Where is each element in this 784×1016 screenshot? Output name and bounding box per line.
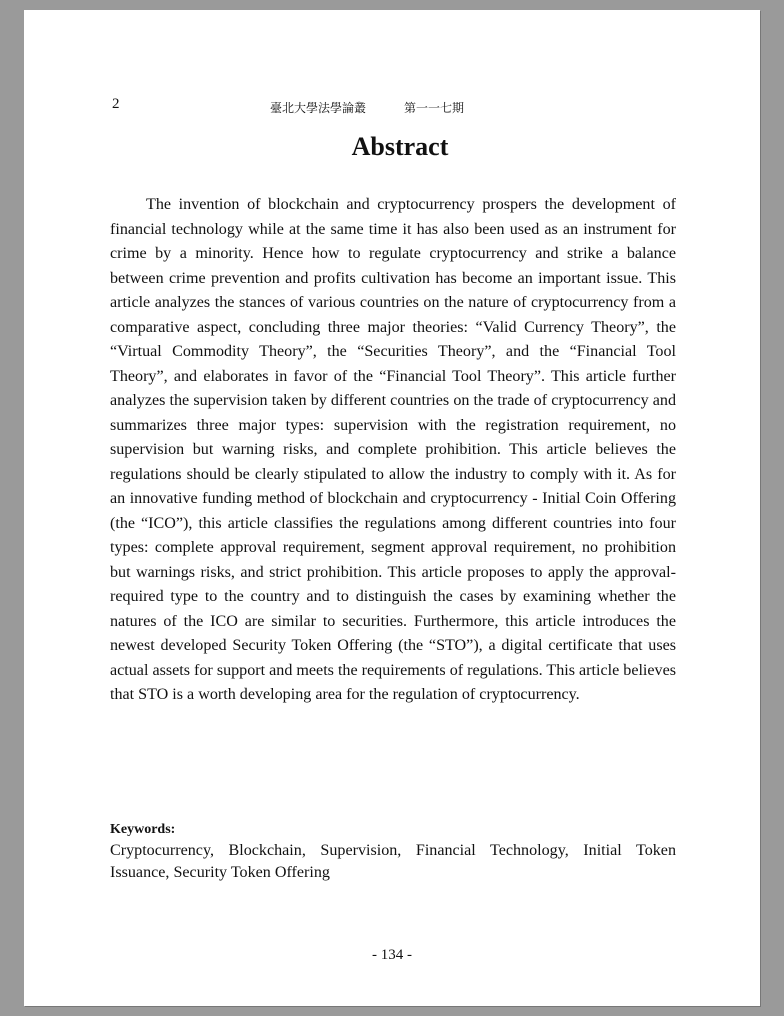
keywords-label: Keywords:	[110, 822, 176, 837]
journal-name: 臺北大學法學論叢	[270, 101, 367, 115]
page-number-footer: - 134 -	[372, 947, 412, 963]
abstract-body: The invention of blockchain and cryptocurrency prospers the development of financial technology while at the same time it has also been used as an instrument for crime by a minority. Hence how to regulate cryptocurrency and strike a balance between crime prevention and profits cultivation has become an important issue. This article analyzes the stances of various countries on the nature of cryptocurrency from a comparative aspect, concluding three major theories: “Valid Currency Theory”, the “Virtual Commodity Theory”, the “Securities Theory”, and the “Financial Tool Theory”, and elaborates in favor of the “Financial Tool Theory”. This article further analyzes the supervision taken by different countries on the trade of cryptocurrency and summarizes three major types: supervision with the registration requirement, no supervision but warning risks, and complete prohibition. This article believes the regulations should be clearly stipulated to allow the industry to comply with it. As for an innovative funding method of blockchain and cryptocurrency - Initial Coin Offering (the “ICO”), this article classifies the regulations among different countries into four types: complete approval requirement, segment approval requirement, no prohibition but warnings risks, and strict prohibition. This article proposes to apply the approval-required type to the country and to distinguish the cases by examining whether the natures of the ICO are similar to securities. Furthermore, this article introduces the newest developed Security Token Offering (the “STO”), a digital certificate that uses actual assets for support and meets the requirements of regulations. This article believes that STO is a worth developing area for the regulation of cryptocurrency.	[110, 196, 676, 703]
document-page	[24, 10, 760, 1006]
running-header	[270, 99, 464, 116]
abstract-title: Abstract	[351, 132, 449, 161]
keywords-text: Cryptocurrency, Blockchain, Supervision, Financial Technology, Initial Token Issuance, Security Token Offering	[110, 842, 676, 881]
page-number-header: 2	[112, 96, 120, 112]
issue-number: 第一一七期	[404, 101, 465, 115]
